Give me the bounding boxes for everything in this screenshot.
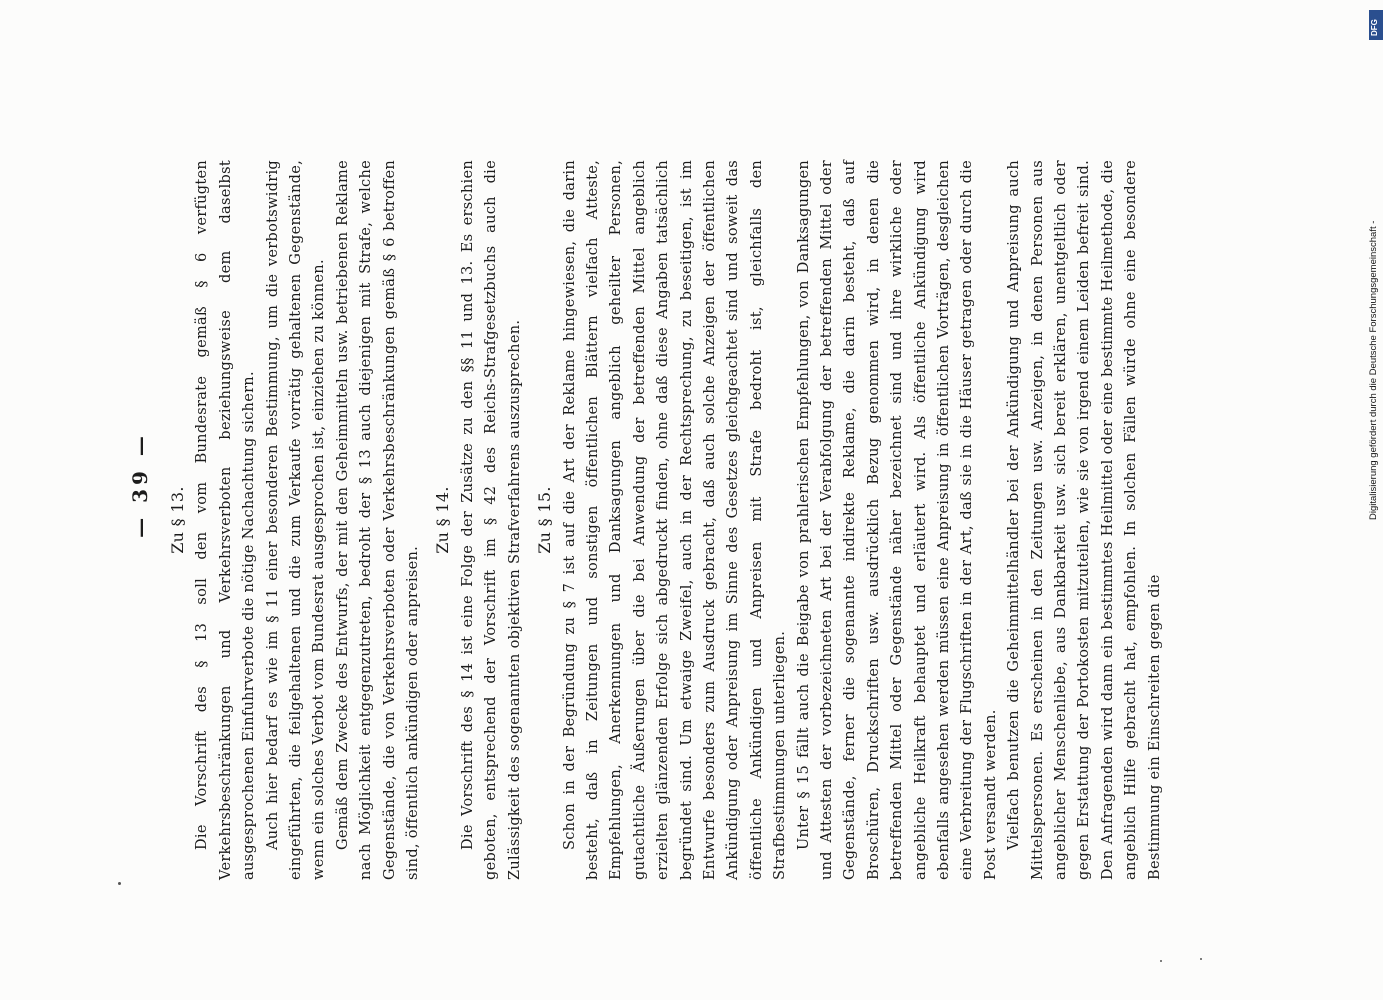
paragraph: Unter § 15 fällt auch die Beigabe von prahlerischen Empfehlungen, von Danksagungen und Attesten der vorbezeichneten Art bei der Verabfolgung der betreffenden Mittel oder Gegenstände, ferner die sogenannte indirekte Reklame, die darin besteht, daß auf Broschüren, Druckschriften usw. ausdrücklich Bezug genommen wird, in denen die betreffenden Mittel oder Gegenstände näher bezeichnet sind und ihre wirkliche oder angebliche Heilkraft behauptet und erläutert wird. Als öffentliche Ankündigung wird ebenfalls angesehen werden müssen eine Anpreisung in öffentlichen Vorträgen, desgleichen eine Verbreitung der Flugschriften in der Art, daß sie in die Häuser getragen oder durch die Post versandt werden. — [795, 160, 999, 880]
section-title: Zu § 13. — [168, 486, 187, 554]
section-title: Zu § 14. — [433, 486, 453, 554]
paragraph: Gemäß dem Zwecke des Entwurfs, der mit den Geheimmitteln usw. betriebenen Reklame nach Möglichkeit entgegenzutreten, bedroht der § 13 auch diejenigen mit Strafe, welche Gegenstände, die von Verkehrsverboten oder Verkehrsbeschränkungen gemäß § 6 betroffen sind, öffentlich ankündigen oder anpreisen. — [334, 160, 422, 880]
section-15 — [533, 160, 1167, 880]
paragraph: Auch hier bedarf es wie im § 11 einer besonderen Bestimmung, um die verbotswidrig eingeführten, die feilgehaltenen und die zum Verkaufe vorrätig gehaltenen Gegenstände, wenn ein solches Verbot vom Bundesrat ausgesprochen ist, einziehen zu können. — [264, 160, 328, 880]
section-title: Zu § 15. — [535, 486, 555, 554]
document-body — [120, 160, 1260, 880]
scan-speck — [1200, 958, 1202, 960]
scan-speck — [1160, 960, 1162, 962]
section-14 — [431, 160, 527, 880]
section-13 — [166, 160, 425, 880]
digitization-credit: Digitalisierung gefördert durch die Deutsche Forschungsgemeinschaft - — [1368, 220, 1379, 520]
scan-speck — [118, 882, 121, 885]
paragraph: Vielfach benutzen die Geheimmittelhändler bei der Ankündigung und Anpreisung auch Mittelspersonen. Es erscheinen in den Zeitungen usw. Anzeigen, in denen Personen aus angeblicher Menschenliebe, aus Dankbarkeit usw. sich bereit erklären, unentgeltlich oder gegen Erstattung der Portokosten mitzuteilen, wie sie von irgend einem Leiden befreit sind. Den Anfragenden wird dann ein bestimmtes Heilmittel oder eine bestimmte Heilmethode, die angeblich Hilfe gebracht hat, empfohlen. In solchen Fällen würde ohne eine besondere Bestimmung ein Einschreiten gegen die — [1006, 160, 1163, 880]
paragraph: Die Vorschrift des § 14 ist eine Folge der Zusätze zu den §§ 11 und 13. Es erschien geboten, entsprechend der Vorschrift im § 42 des Reichs-Strafgesetzbuchs auch die Zulässigkeit des sogenannten objektiven Strafverfahrens auszusprechen. — [459, 160, 523, 880]
paragraph: Schon in der Begründung zu § 7 ist auf die Art der Reklame hingewiesen, die darin besteht, daß in Zeitungen und sonstigen öffentlichen Blättern vielfach Atteste, Empfehlungen, Anerkennungen und Danksagungen angeblich geheilter Personen, gutachtliche Äußerungen über die bei Anwendung der betreffenden Mittel angeblich erzielten glänzenden Erfolge sich abgedruckt finden, ohne daß diese Angaben tatsächlich begründet sind. Um etwaige Zweifel, auch in der Rechtsprechung, zu beseitigen, ist im Entwurfe besonders zum Ausdruck gebracht, daß auch solche Anzeigen der öffentlichen Ankündigung oder Anpreisung im Sinne des Gesetzes gleichgeachtet sind und soweit das öffentliche Ankündigen und Anpreisen mit Strafe bedroht ist, gleichfalls den Strafbestimmungen unterliegen. — [561, 160, 789, 880]
dfg-logo: DFG — [1369, 10, 1383, 40]
page-number: — 39 — — [128, 432, 152, 538]
paragraph: Die Vorschrift des § 13 soll den vom Bundesrate gemäß § 6 verfügten Verkehrsbeschränkungen und Verkehrsverboten beziehungsweise dem daselbst ausgesprochenen Einfuhrverbote die nötige Nachachtung sichern. — [194, 160, 258, 880]
